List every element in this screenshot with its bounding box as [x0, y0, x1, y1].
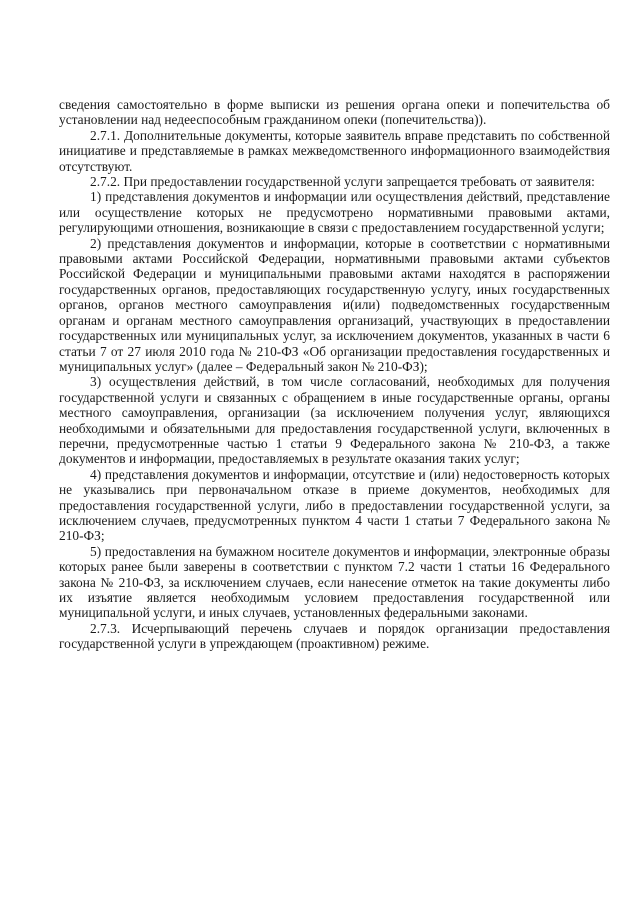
list-item-4: 4) представления документов и информации, отсутствие и (или) недостоверность которых не указывались при первоначальном отказе в приеме документов, необходимых для предоставления государственной услуги, либо в предоставлении государственной услуги, за исключением случаев, предусмотренных пунктом 4 части 1 статьи 7 Федерального закона № 210-ФЗ; [59, 466, 610, 544]
paragraph-2-7-2: 2.7.2. При предоставлении государственной услуги запрещается требовать от заявителя: [90, 174, 595, 190]
document-page [59, 97, 610, 652]
list-item-2: 2) представления документов и информации, которые в соответствии с нормативными правовыми актами Российской Федерации, нормативными правовыми актами субъектов Российской Федерации и муниципальными правовыми актами находятся в распоряжении государственных органов, предоставляющих государственную услугу, иных государственных органов, органов местного самоуправления и(или) подведомственных государственным органам и органам местного самоуправления организаций, участвующих в предоставлении государственных или муниципальных услуг, за исключением документов, указанных в части 6 статьи 7 от 27 июля 2010 года № 210-ФЗ «Об организации предоставления государственных и муниципальных услуг» (далее – Федеральный закон № 210-ФЗ); [59, 235, 610, 374]
paragraph-2-7-1: 2.7.1. Дополнительные документы, которые заявитель вправе представить по собственной инициативе и представляемые в рамках межведомственного информационного взаимодействия отсутствуют. [59, 127, 610, 174]
list-item-1: 1) представления документов и информации или осуществления действий, представление или осуществление которых не предусмотрено нормативными правовыми актами, регулирующими отношения, возникающие в связи с предоставлением государственной услуги; [59, 189, 610, 236]
list-item-5: 5) предоставления на бумажном носителе документов и информации, электронные образы которых ранее были заверены в соответствии с пунктом 7.2 части 1 статьи 16 Федерального закона № 210-ФЗ, за исключением случаев, если нанесение отметок на такие документы либо их изъятие является необходимым условием предоставления государственной или муниципальной услуги, и иных случаев, установленных федеральными законами. [59, 543, 610, 621]
list-item-3: 3) осуществления действий, в том числе согласований, необходимых для получения государственной услуги и связанных с обращением в иные государственные органы, органы местного самоуправления, организации (за исключением получения услуг, являющихся необходимыми и обязательными для предоставления государственной услуги, включенных в перечни, предусмотренные частью 1 статьи 9 Федерального закона № 210-ФЗ, а также документов и информации, предоставляемых в результате оказания таких услуг; [59, 374, 610, 467]
paragraph-2-7-3: 2.7.3. Исчерпывающий перечень случаев и порядок организации предоставления государственной услуги в упреждающем (проактивном) режиме. [59, 620, 610, 652]
paragraph-continuation: сведения самостоятельно в форме выписки из решения органа опеки и попечительства об установлении над недееспособным гражданином опеки (попечительства)). [59, 97, 610, 128]
